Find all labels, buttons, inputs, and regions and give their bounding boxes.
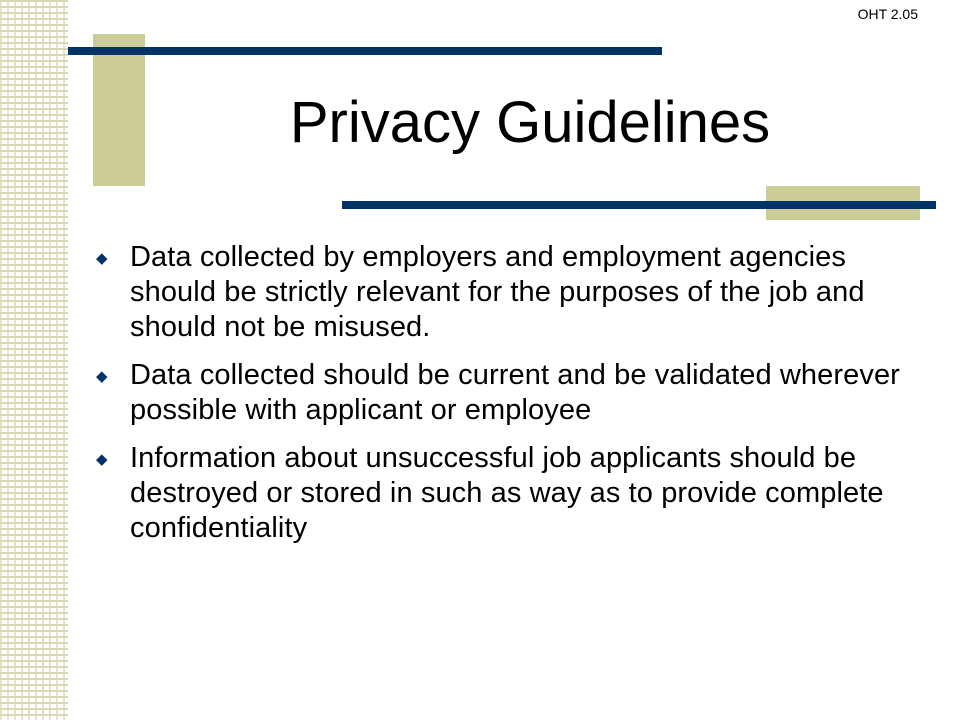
bullet-item xyxy=(96,441,916,546)
title-accent-block-left xyxy=(93,34,145,186)
title-rule-bottom xyxy=(342,201,936,209)
diamond-bullet-icon: ◆ xyxy=(96,250,108,267)
diamond-bullet-icon: ◆ xyxy=(96,451,108,468)
bullet-text: Information about unsuccessful job applicants should be destroyed or stored in such as way as to provide complete confidentiality xyxy=(130,442,884,544)
title-rule-top xyxy=(68,47,662,55)
bullet-item xyxy=(96,358,916,428)
bullet-text: Data collected by employers and employment agencies should be strictly relevant for the purposes of the job and should not be misused. xyxy=(130,241,865,343)
bullet-list xyxy=(96,240,916,559)
bullet-text: Data collected should be current and be validated wherever possible with applicant or employee xyxy=(130,359,900,426)
bullet-item xyxy=(96,240,916,345)
slide-number: OHT 2.05 xyxy=(857,6,918,22)
slide-title: Privacy Guidelines xyxy=(289,90,771,155)
diamond-bullet-icon: ◆ xyxy=(96,368,108,385)
left-stripe-decoration xyxy=(0,0,68,720)
